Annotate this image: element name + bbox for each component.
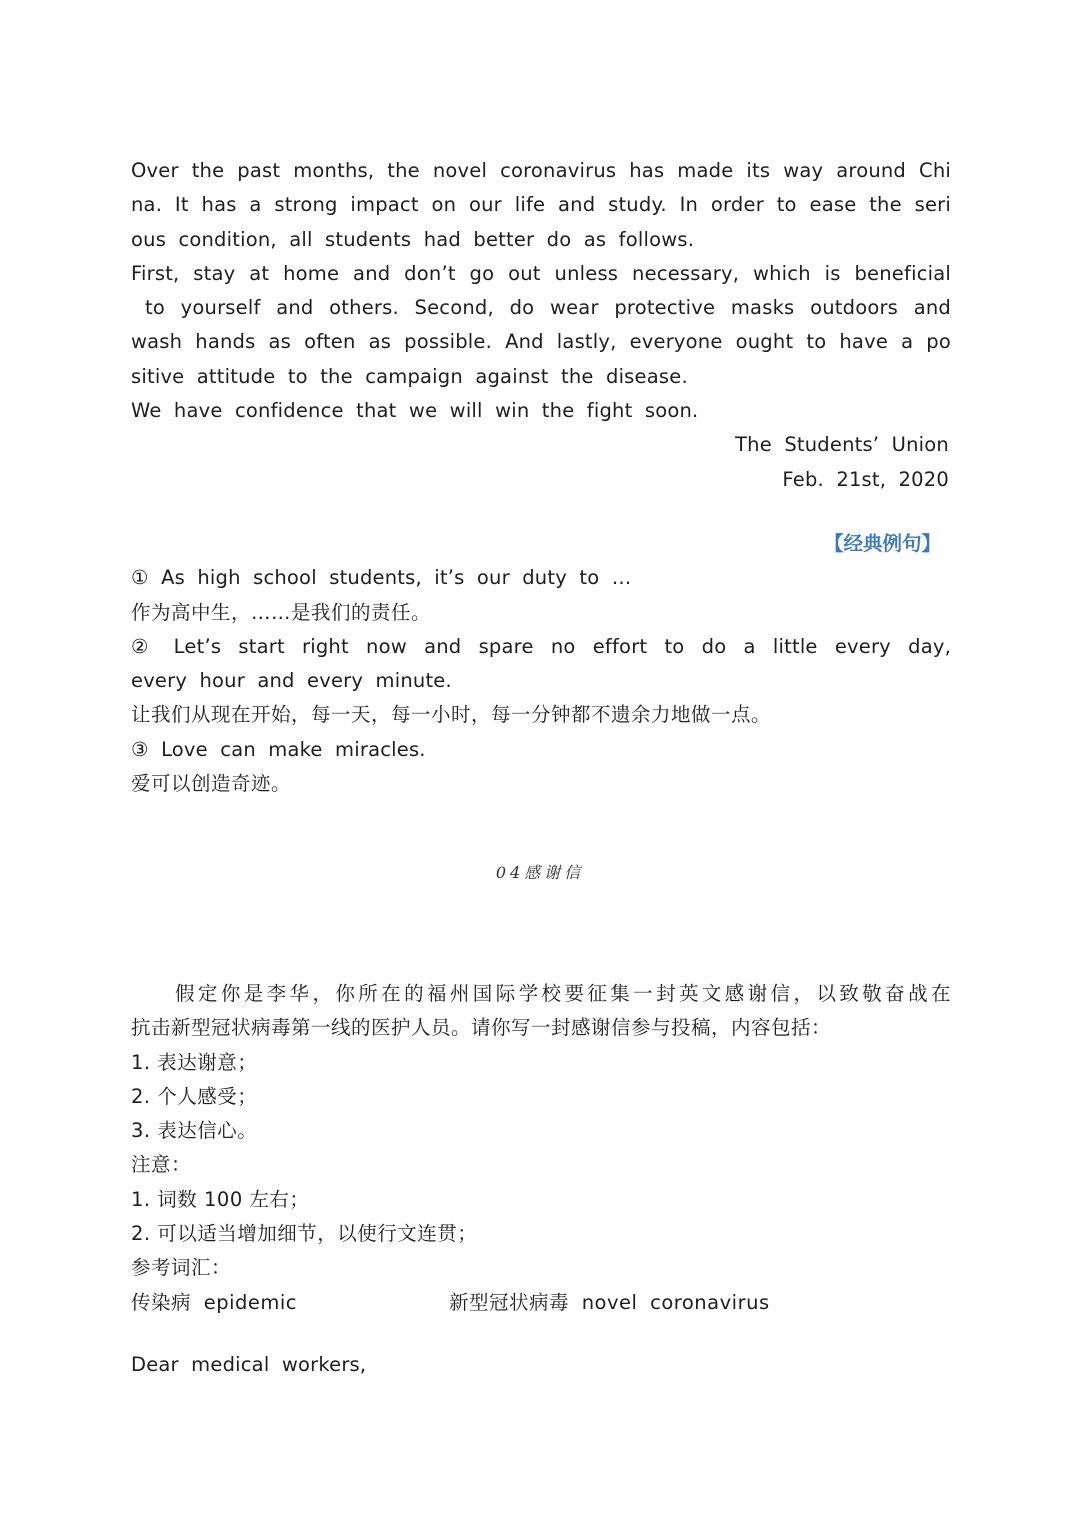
notice-line: First, stay at home and don’t go out unless necessary, which is beneficial — [131, 261, 951, 285]
letter-start — [131, 1348, 951, 1382]
notes-label: 注意： — [131, 1153, 192, 1177]
notice-line: We have confidence that we will win the fight soon. — [131, 399, 699, 423]
notice-line: ous condition, all students had better do as follows. — [131, 227, 695, 251]
notice-line: Over the past months, the novel coronavirus has made its way around Chi — [131, 159, 951, 182]
task-prompt: 假定你是李华，你所在的福州国际学校要征集一封英文感谢信，以致敬奋战在 — [175, 982, 951, 1005]
example-sentence: ② Let’s start right now and spare no effort to do a little every day, — [131, 634, 951, 658]
vocab-label: 参考词汇： — [131, 1256, 232, 1280]
notice-line: sitive attitude to the campaign against the disease. — [131, 364, 688, 388]
classic-sentences — [131, 527, 951, 801]
letter-greeting: Dear medical workers, — [131, 1353, 367, 1376]
notice-line: wash hands as often as possible. And lastly, everyone ought to have a po — [131, 330, 951, 354]
note-item: 2. 可以适当增加细节，以使行文连贯； — [131, 1222, 478, 1246]
example-sentence: every hour and every minute. — [131, 669, 452, 693]
example-translation: 作为高中生，……是我们的责任。 — [131, 600, 432, 624]
writing-task — [131, 977, 951, 1320]
example-translation: 让我们从现在开始，每一天，每一小时，每一分钟都不遗余力地做一点。 — [131, 703, 772, 727]
example-sentence: ① As high school students, it’s our duty to … — [131, 566, 632, 590]
vocab-item: 新型冠状病毒 novel coronavirus — [449, 1290, 770, 1314]
example-translation: 爱可以创造奇迹。 — [131, 772, 292, 796]
notice-line: na. It has a strong impact on our life and study. In order to ease the seri — [131, 193, 951, 217]
classic-sentences-label: 【经典例句】 — [823, 532, 941, 555]
signature-name: The Students’ Union — [735, 433, 949, 457]
vocab-item: 传染病 epidemic — [131, 1290, 298, 1314]
notice-body — [131, 154, 951, 497]
example-sentence: ③ Love can make miracles. — [131, 737, 426, 761]
content-item: 3. 表达信心。 — [131, 1119, 258, 1143]
content-item: 1. 表达谢意； — [131, 1050, 258, 1074]
task-prompt: 抗击新型冠状病毒第一线的医护人员。请你写一封感谢信参与投稿，内容包括： — [131, 1016, 832, 1040]
signature-date: Feb. 21st, 2020 — [782, 467, 949, 491]
notice-line: to yourself and others. Second, do wear protective masks outdoors and — [145, 296, 951, 320]
vocab-row — [131, 1286, 951, 1320]
note-item: 1. 词数 100 左右； — [131, 1187, 310, 1211]
section-title: 04感谢信 — [495, 863, 585, 882]
content-item: 2. 个人感受； — [131, 1084, 258, 1108]
